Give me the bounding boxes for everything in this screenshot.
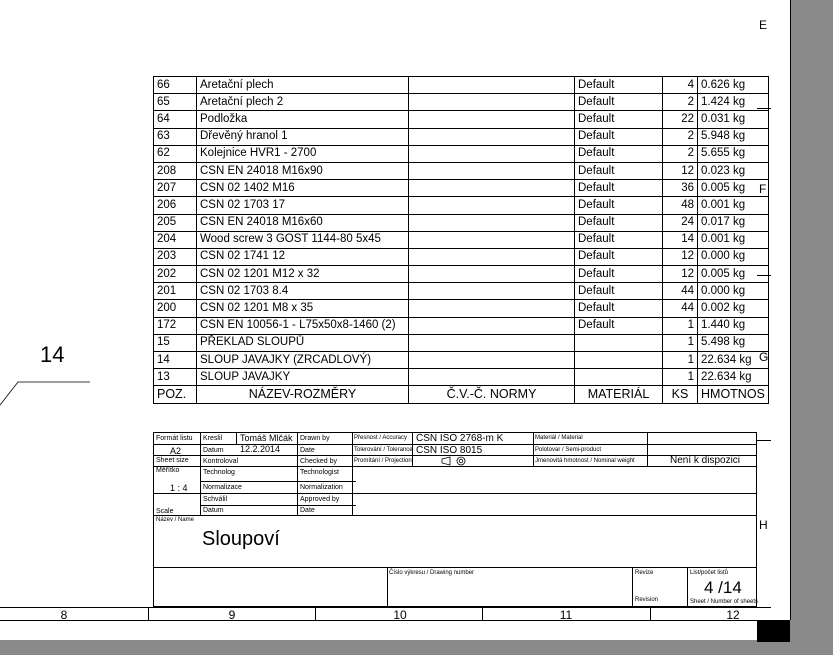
bom-cell-mass: 0.000 kg: [698, 248, 769, 265]
bom-header-qty: KS: [663, 386, 698, 403]
drawn-label-en: Drawn by: [300, 435, 330, 442]
bom-cell-pos: 206: [154, 197, 197, 214]
bom-cell-material: Default: [575, 231, 663, 248]
bom-cell-name: Wood screw 3 GOST 1144-80 5x45: [197, 231, 409, 248]
bom-row: [154, 248, 769, 265]
column-number-11: 11: [559, 608, 573, 622]
bom-cell-standard: [409, 300, 575, 317]
drawn-label-cz: Kreslil: [203, 435, 223, 442]
bom-cell-standard: [409, 145, 575, 162]
bom-row: [154, 317, 769, 334]
column-tick: [650, 607, 651, 620]
bom-row: [154, 266, 769, 283]
bom-cell-qty: 2: [663, 94, 698, 111]
column-tick: [148, 607, 149, 620]
zone-tick: [757, 440, 771, 441]
bill-of-materials-table: [153, 76, 769, 404]
bom-cell-material: [575, 352, 663, 369]
bom-cell-pos: 200: [154, 300, 197, 317]
bom-header-standard: Č.V.-Č. NORMY: [409, 386, 575, 403]
bom-cell-material: Default: [575, 77, 663, 94]
bom-cell-standard: [409, 248, 575, 265]
bom-cell-qty: 44: [663, 300, 698, 317]
bom-cell-qty: 1: [663, 334, 698, 351]
bom-cell-mass: 0.626 kg: [698, 77, 769, 94]
revize-label: Revize: [635, 570, 654, 576]
bom-cell-standard: [409, 317, 575, 334]
column-number-10: 10: [393, 608, 407, 622]
bom-cell-mass: 0.001 kg: [698, 231, 769, 248]
bom-cell-standard: [409, 162, 575, 179]
bom-header-pos: POZ.: [154, 386, 197, 403]
date2-label-en: Date: [300, 507, 315, 514]
bom-cell-mass: 0.005 kg: [698, 266, 769, 283]
bom-cell-pos: 64: [154, 111, 197, 128]
bom-cell-material: Default: [575, 111, 663, 128]
checked-label-cz: Kontroloval: [203, 458, 239, 465]
bom-cell-pos: 203: [154, 248, 197, 265]
bom-cell-name: CSN EN 10056-1 - L75x50x8-1460 (2): [197, 317, 409, 334]
format-value: A2: [170, 446, 182, 456]
bom-cell-name: CSN 02 1703 17: [197, 197, 409, 214]
bom-cell-material: Default: [575, 300, 663, 317]
column-tick: [482, 607, 483, 620]
bom-cell-qty: 48: [663, 197, 698, 214]
detail-leader-line: [0, 360, 90, 410]
bom-cell-material: [575, 334, 663, 351]
viewer-background-right: [790, 0, 833, 655]
viewer-background-bottom: [0, 640, 833, 655]
column-number-8: 8: [60, 608, 68, 622]
bom-cell-mass: 0.005 kg: [698, 180, 769, 197]
bom-cell-pos: 14: [154, 352, 197, 369]
bom-cell-material: [575, 369, 663, 386]
bom-cell-standard: [409, 197, 575, 214]
detail-label: 14: [40, 342, 65, 367]
bom-row: [154, 231, 769, 248]
bom-row: [154, 352, 769, 369]
bom-row: [154, 94, 769, 111]
bom-cell-material: Default: [575, 180, 663, 197]
scale-label-cz: Měřítko: [156, 467, 180, 474]
sheet-size-label: Sheet size: [156, 457, 189, 464]
bom-cell-name: Aretační plech 2: [197, 94, 409, 111]
bom-cell-qty: 22: [663, 111, 698, 128]
bom-cell-standard: [409, 283, 575, 300]
bom-cell-mass: 0.023 kg: [698, 162, 769, 179]
bom-cell-standard: [409, 214, 575, 231]
revision-label: Revision: [635, 597, 659, 603]
bom-cell-name: Aretační plech: [197, 77, 409, 94]
accuracy-label: Přesnost / Accuracy: [354, 435, 408, 441]
bom-cell-material: Default: [575, 94, 663, 111]
bom-cell-qty: 1: [663, 352, 698, 369]
bom-cell-material: Default: [575, 128, 663, 145]
material-label: Materiál / Material: [535, 435, 583, 441]
column-number-9: 9: [228, 608, 236, 622]
bom-cell-mass: 22.634 kg: [698, 352, 769, 369]
bom-cell-material: Default: [575, 145, 663, 162]
title-block: [153, 432, 757, 607]
bom-cell-pos: 172: [154, 317, 197, 334]
bom-cell-mass: 0.001 kg: [698, 197, 769, 214]
bom-cell-name: CSN EN 24018 M16x90: [197, 162, 409, 179]
bom-cell-pos: 15: [154, 334, 197, 351]
bom-cell-pos: 65: [154, 94, 197, 111]
scale-label-en: Scale: [156, 508, 174, 515]
format-label: Formát listu: [156, 435, 193, 442]
sheet-corner-mark: [757, 620, 790, 642]
zone-letter-f: F: [759, 182, 767, 196]
bom-cell-standard: [409, 352, 575, 369]
bom-cell-pos: 63: [154, 128, 197, 145]
bom-cell-qty: 24: [663, 214, 698, 231]
bom-cell-qty: 44: [663, 283, 698, 300]
bom-cell-standard: [409, 180, 575, 197]
bom-cell-standard: [409, 369, 575, 386]
bom-row: [154, 197, 769, 214]
bom-cell-name: CSN 02 1703 8.4: [197, 283, 409, 300]
bom-cell-mass: 22.634 kg: [698, 369, 769, 386]
tolerance-label: Tolerování / Tolerance: [354, 447, 413, 453]
bom-cell-name: Dřevěný hranol 1: [197, 128, 409, 145]
bom-cell-name: CSN 02 1741 12: [197, 248, 409, 265]
date-value: 12.2.2014: [240, 444, 281, 454]
accuracy-value: ČSN ISO 2768-m K: [416, 433, 504, 444]
drawing-name-value: Sloupoví: [202, 528, 280, 550]
bom-cell-mass: 0.000 kg: [698, 283, 769, 300]
bom-cell-mass: 0.017 kg: [698, 214, 769, 231]
nominal-weight-label: Jmenovitá hmotnost / Nominal weight: [535, 458, 635, 464]
bom-row: [154, 145, 769, 162]
drawing-number-label: Číslo výkresu / Drawing number: [389, 570, 475, 576]
bom-cell-standard: [409, 94, 575, 111]
drawn-by-value: Tomáš Mlčák: [240, 433, 293, 443]
bom-cell-material: Default: [575, 317, 663, 334]
bom-cell-name: PŘEKLAD SLOUPŮ: [197, 334, 409, 351]
projection-symbol-icon: [440, 456, 470, 466]
sheet-count-value: 4 /14: [704, 578, 742, 597]
normalizace-label-en: Normalization: [300, 484, 343, 491]
projection-label: Promítání / Projection: [354, 458, 412, 464]
bom-cell-material: Default: [575, 162, 663, 179]
zone-letter-h: H: [759, 518, 768, 532]
bom-header-mass: HMOTNOS: [698, 386, 769, 403]
bom-cell-name: CSN 02 1201 M8 x 35: [197, 300, 409, 317]
bom-cell-qty: 1: [663, 369, 698, 386]
bom-cell-material: Default: [575, 283, 663, 300]
bom-row: [154, 111, 769, 128]
bom-cell-mass: 5.498 kg: [698, 334, 769, 351]
bom-cell-qty: 4: [663, 77, 698, 94]
bom-row: [154, 128, 769, 145]
normalizace-label-cz: Normalizace: [203, 484, 242, 491]
bom-cell-pos: 201: [154, 283, 197, 300]
bom-header-row: [154, 386, 769, 403]
bom-header-material: MATERIÁL: [575, 386, 663, 403]
bom-cell-qty: 14: [663, 231, 698, 248]
bom-cell-mass: 0.002 kg: [698, 300, 769, 317]
bom-cell-pos: 204: [154, 231, 197, 248]
bom-cell-standard: [409, 128, 575, 145]
bom-header-name: NÁZEV-ROZMĚRY: [197, 386, 409, 403]
bom-cell-standard: [409, 77, 575, 94]
technolog-label-en: Technologist: [300, 469, 339, 476]
bom-cell-pos: 207: [154, 180, 197, 197]
bom-cell-mass: 0.031 kg: [698, 111, 769, 128]
bom-cell-name: CSN 02 1402 M16: [197, 180, 409, 197]
sheet-count-label-en: Sheet / Number of sheets: [690, 599, 759, 605]
bom-cell-name: SLOUP JAVAJKY (ZRCADLOVÝ): [197, 352, 409, 369]
tolerance-value: ČSN ISO 8015: [416, 445, 483, 456]
bom-cell-name: SLOUP JAVAJKY: [197, 369, 409, 386]
sheet-count-label: List/počet listů: [690, 570, 729, 576]
bom-cell-mass: 1.440 kg: [698, 317, 769, 334]
bom-cell-qty: 36: [663, 180, 698, 197]
bom-cell-material: Default: [575, 197, 663, 214]
nominal-weight-value: Není k dispozici: [670, 455, 741, 466]
bom-cell-pos: 208: [154, 162, 197, 179]
bom-row: [154, 77, 769, 94]
bom-cell-pos: 66: [154, 77, 197, 94]
bom-cell-qty: 12: [663, 266, 698, 283]
bom-row: [154, 369, 769, 386]
bom-row: [154, 180, 769, 197]
bom-cell-qty: 12: [663, 162, 698, 179]
scale-value: 1 : 4: [170, 483, 188, 493]
bom-cell-standard: [409, 111, 575, 128]
column-tick: [315, 607, 316, 620]
bom-cell-qty: 2: [663, 128, 698, 145]
bom-cell-pos: 62: [154, 145, 197, 162]
bom-row: [154, 162, 769, 179]
date-label-cz: Datum: [203, 447, 224, 454]
bom-cell-standard: [409, 266, 575, 283]
datum2-label-cz: Datum: [203, 507, 224, 514]
bom-cell-name: CSN EN 24018 M16x60: [197, 214, 409, 231]
bom-cell-name: Kolejnice HVR1 - 2700: [197, 145, 409, 162]
bom-row: [154, 300, 769, 317]
bom-cell-mass: 1.424 kg: [698, 94, 769, 111]
bom-cell-mass: 5.655 kg: [698, 145, 769, 162]
date-label-en: Date: [300, 447, 315, 454]
bom-cell-standard: [409, 231, 575, 248]
technolog-label-cz: Technolog: [203, 469, 235, 476]
bom-cell-qty: 1: [663, 317, 698, 334]
bom-cell-pos: 202: [154, 266, 197, 283]
bom-cell-material: Default: [575, 214, 663, 231]
column-number-12: 12: [726, 608, 740, 622]
bom-row: [154, 214, 769, 231]
bom-row: [154, 334, 769, 351]
bom-row: [154, 283, 769, 300]
zone-letter-g: G: [759, 350, 769, 364]
bom-cell-pos: 205: [154, 214, 197, 231]
semi-product-label: Polotovar / Semi-product: [535, 447, 602, 453]
bom-cell-qty: 2: [663, 145, 698, 162]
bom-cell-material: Default: [575, 266, 663, 283]
bom-cell-name: Podložka: [197, 111, 409, 128]
bom-cell-mass: 5.948 kg: [698, 128, 769, 145]
bom-cell-material: Default: [575, 248, 663, 265]
schvalil-label-cz: Schválil: [203, 496, 228, 503]
bom-cell-qty: 12: [663, 248, 698, 265]
bom-cell-standard: [409, 334, 575, 351]
approved-label-en: Approved by: [300, 496, 340, 503]
name-label: Název / Name: [156, 517, 195, 523]
bom-cell-name: CSN 02 1201 M12 x 32: [197, 266, 409, 283]
checked-label-en: Checked by: [300, 458, 337, 465]
zone-strip: [771, 0, 791, 620]
bom-cell-pos: 13: [154, 369, 197, 386]
zone-letter-e: E: [759, 18, 768, 32]
